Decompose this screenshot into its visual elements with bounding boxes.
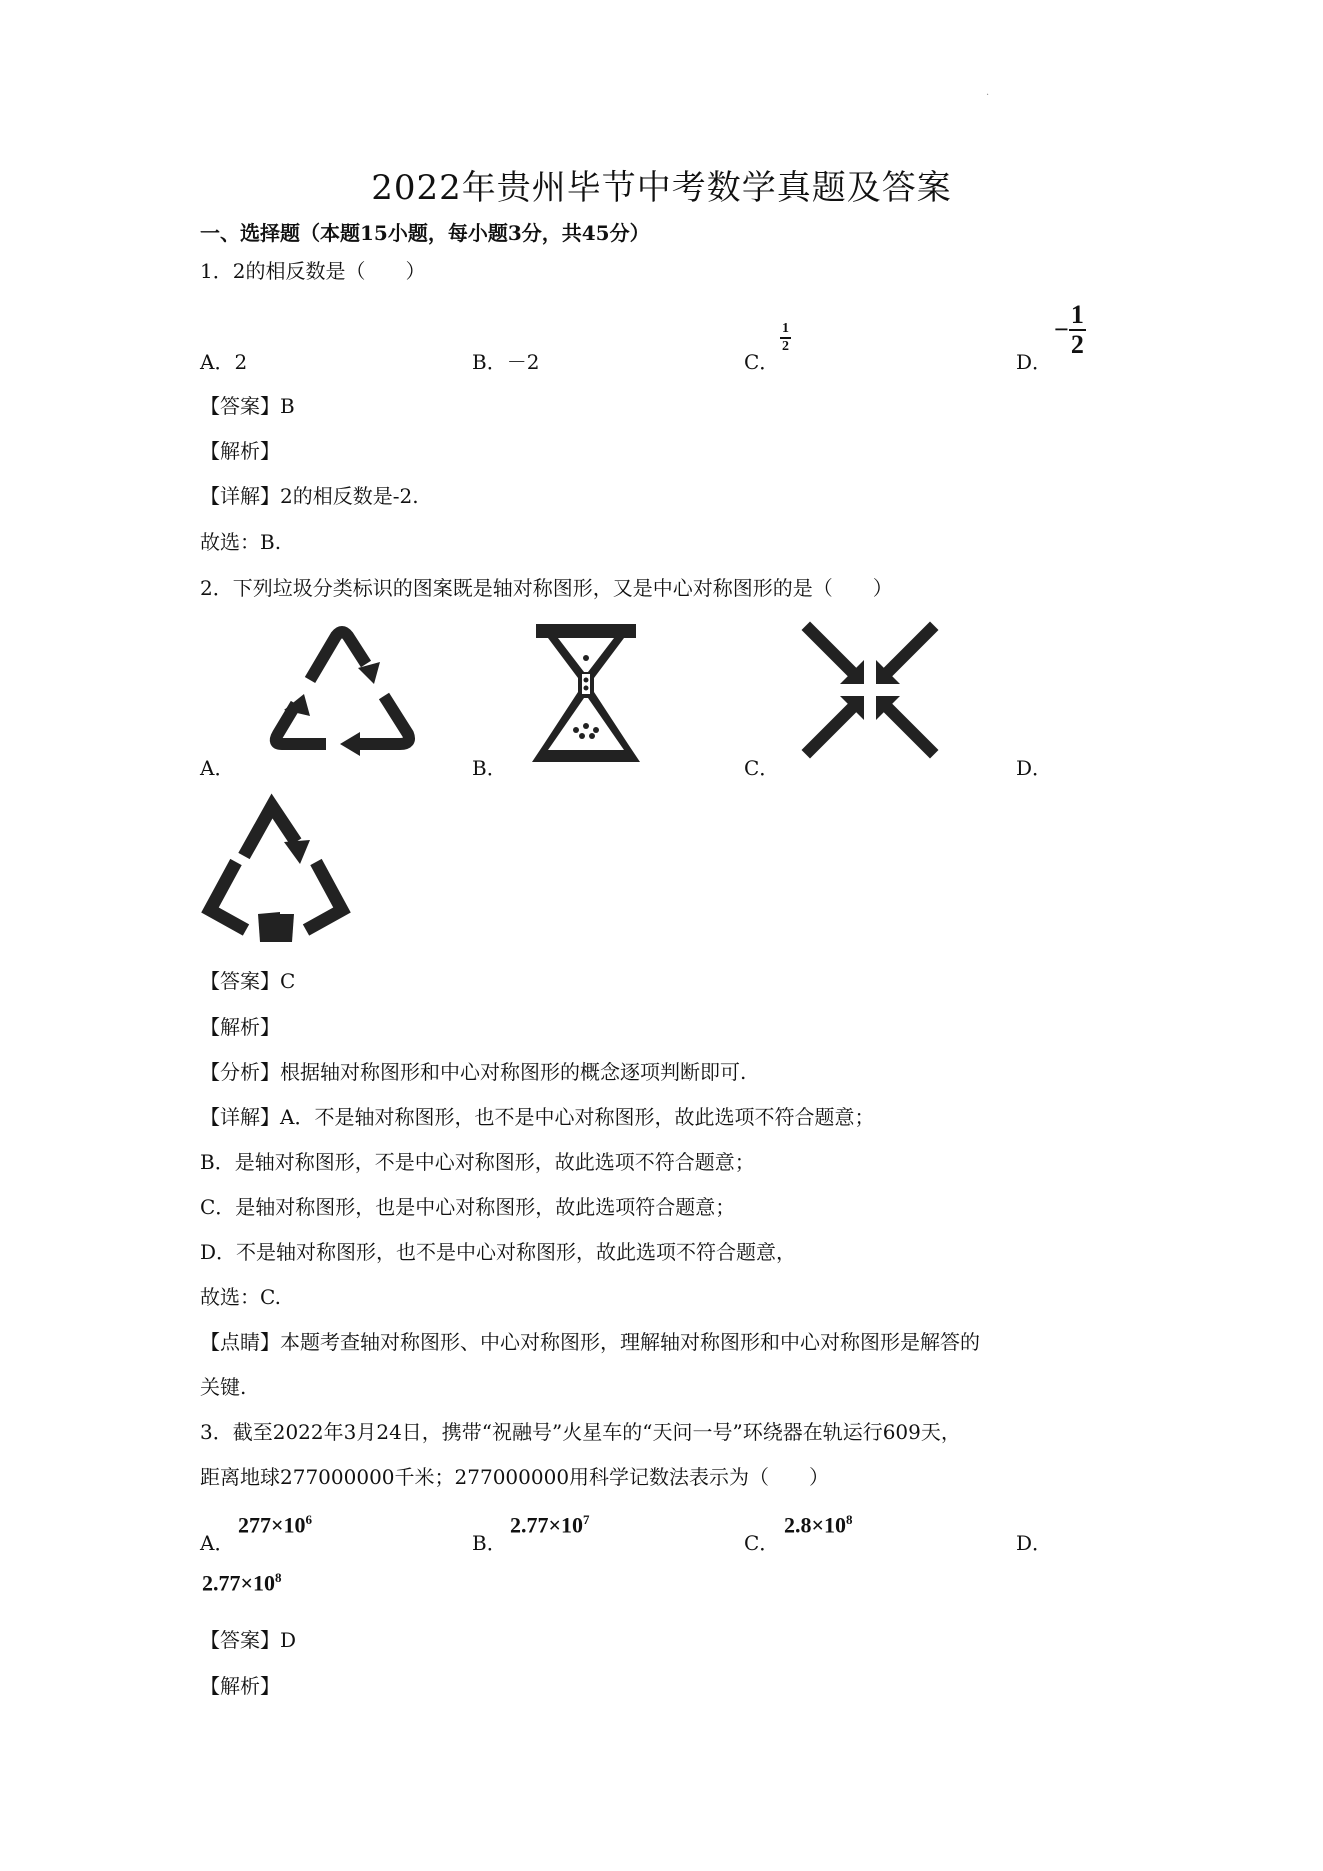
q1-detail: 【详解】2的相反数是-2. [200, 484, 419, 508]
q1-option-d-sign: − [1054, 315, 1069, 344]
q2-detail-d: D．不是轴对称图形，也不是中心对称图形，故此选项不符合题意， [200, 1240, 797, 1264]
q3-option-d-base: 2.77×10 [202, 1570, 276, 1596]
q3-option-a-base: 277×10 [238, 1512, 306, 1538]
q1-option-c-label: C． [744, 350, 780, 374]
q2-choice: 故选：C. [200, 1285, 281, 1309]
q2-fenxi: 【分析】根据轴对称图形和中心对称图形的概念逐项判断即可. [200, 1060, 747, 1084]
q2-analysis-heading: 【解析】 [200, 1015, 280, 1039]
page-title: 2022年贵州毕节中考数学真题及答案 [371, 168, 952, 208]
recycle-triangle-icon [262, 618, 424, 762]
q3-option-b-base: 2.77×10 [510, 1512, 584, 1538]
q1-option-a [200, 346, 247, 375]
q1-option-b-value: －2 [506, 350, 540, 374]
q3-stem-line1: 3．截至2022年3月24日，携带“祝融号”火星车的“天问一号”环绕器在轨运行609天， [200, 1420, 961, 1444]
q1-option-a-label: A． [200, 350, 235, 374]
q1-option-d-numerator: 1 [1070, 300, 1084, 329]
q1-option-c-numerator: 1 [780, 322, 791, 339]
q3-option-d-label: D． [1016, 1531, 1053, 1555]
q3-option-a-value [238, 1512, 312, 1538]
q3-option-c-base: 2.8×10 [784, 1512, 847, 1538]
q1-analysis-heading: 【解析】 [200, 439, 280, 463]
q3-answer: 【答案】D [200, 1628, 297, 1652]
q3-option-b-value [510, 1512, 590, 1538]
q3-option-b-exponent: 7 [583, 1512, 590, 1527]
q3-analysis-heading: 【解析】 [200, 1674, 280, 1698]
hourglass-flask-icon [528, 618, 644, 768]
q1-option-d-fraction [1054, 302, 1086, 358]
q1-option-d-label: D． [1016, 350, 1053, 374]
q3-option-c-value [784, 1512, 853, 1538]
q1-option-d-denominator: 2 [1070, 330, 1084, 359]
q2-detail-b: B．是轴对称图形，不是中心对称图形，故此选项不符合题意； [200, 1150, 755, 1174]
q3-option-d-value [202, 1570, 282, 1596]
q3-option-c-exponent: 8 [846, 1512, 853, 1527]
q1-option-b [472, 346, 539, 375]
recycle-arrows-broken-icon [200, 790, 352, 950]
q2-option-c-label: C． [744, 756, 780, 780]
q1-choice: 故选：B. [200, 530, 282, 554]
q2-answer: 【答案】C [200, 969, 296, 993]
q2-option-a-label: A． [200, 756, 235, 780]
q3-option-a-label: A． [200, 1531, 235, 1555]
q2-dianjing-line2: 关键. [200, 1375, 247, 1399]
q3-option-b-label: B． [472, 1531, 507, 1555]
scan-dot: · [986, 90, 990, 101]
q2-detail-a: 【详解】A．不是轴对称图形，也不是中心对称图形，故此选项不符合题意； [200, 1105, 875, 1129]
q1-option-b-label: B． [472, 350, 507, 374]
q2-dianjing-line1: 【点睛】本题考查轴对称图形、中心对称图形，理解轴对称图形和中心对称图形是解答的 [200, 1330, 980, 1354]
q1-option-c-fraction [780, 322, 791, 354]
four-arrows-inward-icon [800, 620, 940, 760]
q2-option-b-label: B． [472, 756, 507, 780]
q1-answer: 【答案】B [200, 394, 295, 418]
q2-stem: 2．下列垃圾分类标识的图案既是轴对称图形，又是中心对称图形的是（ ） [200, 576, 893, 600]
section-heading: 一、选择题（本题15小题，每小题3分，共45分） [200, 221, 650, 245]
q3-stem-line2: 距离地球277000000千米；277000000用科学记数法表示为（ ） [200, 1465, 830, 1489]
q1-option-a-value: 2 [234, 350, 248, 374]
q1-stem: 1．2的相反数是（ ） [200, 259, 426, 283]
q3-option-c-label: C． [744, 1531, 780, 1555]
q3-option-a-exponent: 6 [305, 1512, 313, 1527]
q1-option-c-denominator: 2 [782, 339, 789, 354]
q3-option-d-exponent: 8 [275, 1570, 282, 1585]
q2-detail-c: C．是轴对称图形，也是中心对称图形，故此选项符合题意； [200, 1195, 736, 1219]
q2-option-d-label: D． [1016, 756, 1053, 780]
